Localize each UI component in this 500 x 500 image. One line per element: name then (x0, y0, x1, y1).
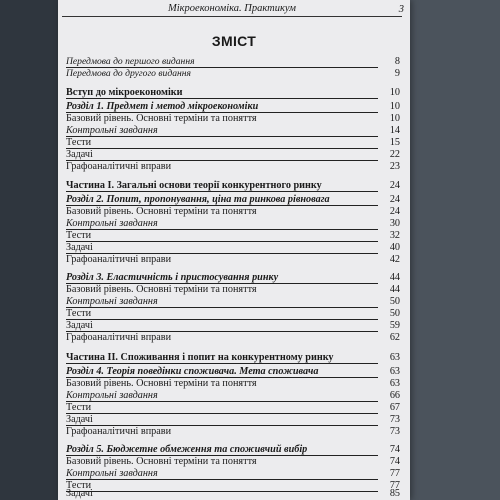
toc-entry-section-2 (66, 194, 400, 206)
toc-leader-line (66, 98, 378, 99)
toc-entry-label: Тести (66, 137, 92, 148)
toc-entry-page: 10 (389, 87, 400, 98)
book-binding-shadow (0, 0, 58, 500)
toc-entry-label: Задачі (66, 242, 93, 253)
toc-entry-page: 9 (394, 68, 400, 79)
toc-entry-page: 77 (389, 480, 400, 491)
toc-leader-line (66, 191, 378, 192)
toc-entry-page: 74 (389, 456, 400, 467)
page-title: ЗМІСТ (211, 33, 257, 49)
toc-entry-page: 59 (389, 320, 400, 331)
toc-entry-page: 40 (389, 242, 400, 253)
toc-entry-page: 32 (389, 230, 400, 241)
toc-entry-label: Розділ 3. Еластичність і пристосування ринку (66, 272, 279, 283)
toc-entry-control-tasks (66, 125, 400, 137)
toc-entry-label: Графоаналітичні вправи (66, 161, 172, 172)
running-title: Мікроекономіка. Практикум (62, 3, 402, 17)
toc-entry-tests (66, 402, 400, 414)
page-number: 3 (398, 4, 404, 15)
toc-entry-page: 23 (389, 161, 400, 172)
toc-entry-section-4 (66, 366, 400, 378)
toc-entry-section-1 (66, 101, 400, 113)
toc-entry-page: 24 (389, 194, 400, 205)
toc-entry-page: 50 (389, 308, 400, 319)
toc-entry-page: 67 (389, 402, 400, 413)
toc-entry-section-5 (66, 444, 400, 456)
toc-entry-label: Передмова до другого видання (66, 68, 191, 79)
toc-entry-label: Тести (66, 480, 92, 491)
toc-entry-tests (66, 308, 400, 320)
toc-entry-label: Контрольні завдання (66, 468, 158, 479)
toc-entry-part-1 (66, 180, 400, 192)
toc-entry-basic-level (66, 456, 400, 468)
toc-entry-page: 30 (389, 218, 400, 229)
toc-entry-label: Контрольні завдання (66, 390, 158, 401)
toc-entry-control-tasks (66, 468, 400, 480)
toc-entry-graph-exercises (66, 426, 400, 438)
toc-entry-page: 8 (394, 56, 400, 67)
toc-entry-page: 44 (389, 272, 400, 283)
toc-entry-basic-level (66, 284, 400, 296)
toc-entry-page: 10 (389, 101, 400, 112)
toc-entry-graph-exercises (66, 254, 400, 266)
toc-entry-preface-second (66, 68, 400, 80)
toc-entry-label: Задачі (66, 149, 93, 160)
toc-entry-label: Задачі (66, 320, 93, 331)
toc-entry-label: Частина ІІ. Споживання і попит на конкурентному ринку (66, 352, 334, 363)
toc-entry-label: Базовий рівень. Основні терміни та поняття (66, 284, 257, 295)
toc-entry-control-tasks (66, 296, 400, 308)
toc-entry-page: 63 (389, 352, 400, 363)
toc-entry-page: 10 (389, 113, 400, 124)
toc-entry-label: Базовий рівень. Основні терміни та поняття (66, 206, 257, 217)
toc-entry-label: Вступ до мікроекономіки (66, 87, 183, 98)
toc-entry-page: 14 (389, 125, 400, 136)
toc-entry-label: Базовий рівень. Основні терміни та поняття (66, 456, 257, 467)
toc-entry-page: 73 (389, 426, 400, 437)
toc-entry-label: Розділ 1. Предмет і метод мікроекономіки (66, 101, 259, 112)
toc-entry-control-tasks (66, 390, 400, 402)
toc-entry-page: 42 (389, 254, 400, 265)
toc-entry-tests (66, 230, 400, 242)
toc-entry-page: 15 (389, 137, 400, 148)
toc-entry-page: 24 (389, 180, 400, 191)
toc-entry-label: Графоаналітичні вправи (66, 426, 172, 437)
toc-entry-preface-first (66, 56, 400, 68)
toc-entry-page: 62 (389, 332, 400, 343)
toc-entry-problems (66, 242, 400, 254)
toc-entry-label: Графоаналітичні вправи (66, 254, 172, 265)
toc-entry-label: Розділ 2. Попит, пропонування, ціна та ринкова рівновага (66, 194, 330, 205)
toc-entry-label: Частина І. Загальні основи теорії конкурентного ринку (66, 180, 322, 191)
book-page (58, 0, 410, 500)
toc-entry-problems (66, 320, 400, 332)
toc-entry-problems (66, 414, 400, 426)
toc-entry-page: 66 (389, 390, 400, 401)
toc-entry-basic-level (66, 206, 400, 218)
toc-entry-label: Тести (66, 308, 92, 319)
toc-entry-page: 85 (389, 488, 400, 499)
toc-entry-page: 44 (389, 284, 400, 295)
toc-leader-line (66, 363, 378, 364)
toc-entry-control-tasks (66, 218, 400, 230)
toc-entry-label: Графоаналітичні вправи (66, 332, 172, 343)
toc-entry-page: 50 (389, 296, 400, 307)
toc-entry-section-3 (66, 272, 400, 284)
background-surface (410, 0, 500, 500)
toc-entry-label: Тести (66, 230, 92, 241)
toc-entry-label: Розділ 4. Теорія поведінки споживача. Мета споживача (66, 366, 319, 377)
toc-entry-basic-level (66, 113, 400, 125)
toc-entry-label: Задачі (66, 488, 93, 499)
toc-entry-graph-exercises (66, 332, 400, 344)
toc-entry-problems (66, 149, 400, 161)
toc-entry-basic-level (66, 378, 400, 390)
toc-entry-label: Контрольні завдання (66, 296, 158, 307)
toc-entry-label: Контрольні завдання (66, 218, 158, 229)
toc-entry-page: 63 (389, 378, 400, 389)
toc-entry-page: 24 (389, 206, 400, 217)
toc-entry-intro (66, 87, 400, 99)
toc-entry-graph-exercises (66, 161, 400, 173)
toc-entry-page: 73 (389, 414, 400, 425)
toc-entry-label: Тести (66, 402, 92, 413)
toc-entry-problems (66, 488, 400, 500)
toc-entry-label: Контрольні завдання (66, 125, 158, 136)
toc-entry-part-2 (66, 352, 400, 364)
toc-entry-label: Задачі (66, 414, 93, 425)
toc-entry-label: Передмова до першого видання (66, 56, 195, 67)
toc-entry-page: 74 (389, 444, 400, 455)
toc-entry-page: 77 (389, 468, 400, 479)
toc-entry-label: Базовий рівень. Основні терміни та поняття (66, 378, 257, 389)
toc-entry-page: 22 (389, 149, 400, 160)
toc-entry-label: Базовий рівень. Основні терміни та поняття (66, 113, 257, 124)
toc-entry-tests (66, 137, 400, 149)
toc-entry-page: 63 (389, 366, 400, 377)
toc-entry-label: Розділ 5. Бюджетне обмеження та споживчий вибір (66, 444, 308, 455)
